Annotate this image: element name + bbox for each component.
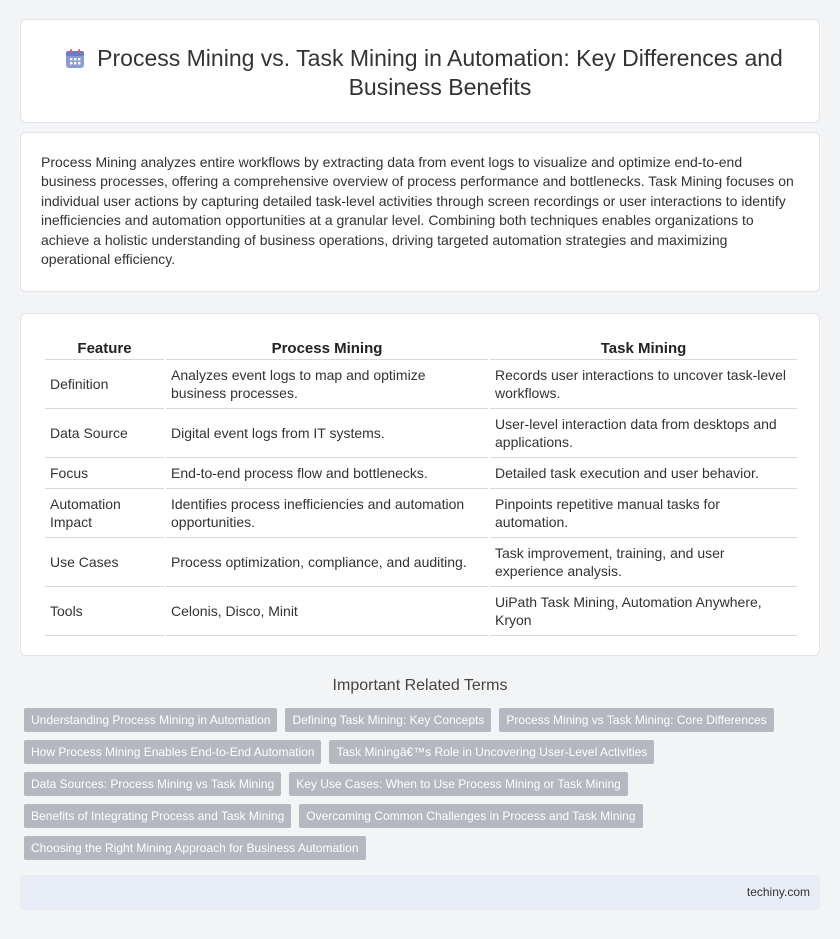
feature-cell: Focus: [45, 458, 164, 489]
table-row: [45, 489, 797, 538]
task-mining-cell: Pinpoints repetitive manual tasks for automation.: [490, 489, 797, 538]
process-mining-cell: Analyzes event logs to map and optimize business processes.: [166, 360, 488, 409]
task-mining-cell: Detailed task execution and user behavior.: [490, 458, 797, 489]
header-process-mining: Process Mining: [166, 334, 488, 360]
tag-row: [24, 804, 820, 828]
footer-site-link[interactable]: techiny.com: [746, 885, 810, 899]
comparison-table: [43, 334, 799, 636]
related-term-link[interactable]: Process Mining vs Task Mining: Core Differences: [499, 708, 773, 732]
table-row: [45, 458, 797, 489]
related-terms-tags: [24, 708, 820, 868]
related-term-link[interactable]: Understanding Process Mining in Automation: [24, 708, 277, 732]
related-term-link[interactable]: How Process Mining Enables End-to-End Automation: [24, 740, 321, 764]
feature-cell: Data Source: [45, 409, 164, 458]
related-term-link[interactable]: Key Use Cases: When to Use Process Mining or Task Mining: [289, 772, 628, 796]
feature-cell: Tools: [45, 587, 164, 636]
process-mining-cell: Celonis, Disco, Minit: [166, 587, 488, 636]
intro-paragraph: Process Mining analyzes entire workflows by extracting data from event logs to visualize and optimize end-to-end business processes, offering a comprehensive overview of process performance and bottlenecks. Task Mining focuses on individual user actions by capturing detailed task-level activities through screen recordings or user interactions to identify inefficiencies and automation opportunities at a granular level. Combining both techniques enables organizations to achieve a holistic understanding of business operations, driving targeted automation strategies and maximizing operational efficiency.: [41, 154, 794, 268]
process-mining-cell: End-to-end process flow and bottlenecks.: [166, 458, 488, 489]
table-header-row: [45, 334, 797, 360]
process-mining-cell: Digital event logs from IT systems.: [166, 409, 488, 458]
header-feature: Feature: [45, 334, 164, 360]
comparison-card: [20, 313, 820, 656]
table-row: [45, 538, 797, 587]
intro-card: [20, 132, 820, 292]
tag-row: [24, 836, 820, 860]
page-title: Process Mining vs. Task Mining in Automation: Key Differences and Business Benefits: [97, 45, 783, 100]
task-mining-cell: User-level interaction data from desktops and applications.: [490, 409, 797, 458]
table-row: [45, 360, 797, 409]
related-term-link[interactable]: Choosing the Right Mining Approach for Business Automation: [24, 836, 366, 860]
related-term-link[interactable]: Overcoming Common Challenges in Process and Task Mining: [299, 804, 642, 828]
related-term-link[interactable]: Benefits of Integrating Process and Task Mining: [24, 804, 291, 828]
related-terms-heading: Important Related Terms: [332, 677, 508, 694]
tag-row: [24, 740, 820, 764]
table-row: [45, 587, 797, 636]
related-term-link[interactable]: Task Miningâ€™s Role in Uncovering User-Level Activities: [329, 740, 654, 764]
feature-cell: Definition: [45, 360, 164, 409]
footer: [20, 875, 820, 910]
task-mining-cell: UiPath Task Mining, Automation Anywhere, Kryon: [490, 587, 797, 636]
tag-row: [24, 772, 820, 796]
related-term-link[interactable]: Defining Task Mining: Key Concepts: [285, 708, 491, 732]
task-mining-cell: Records user interactions to uncover task-level workflows.: [490, 360, 797, 409]
header-task-mining: Task Mining: [490, 334, 797, 360]
feature-cell: Use Cases: [45, 538, 164, 587]
related-term-link[interactable]: Data Sources: Process Mining vs Task Mining: [24, 772, 281, 796]
process-mining-cell: Identifies process inefficiencies and automation opportunities.: [166, 489, 488, 538]
process-mining-cell: Process optimization, compliance, and auditing.: [166, 538, 488, 587]
feature-cell: Automation Impact: [45, 489, 164, 538]
task-mining-cell: Task improvement, training, and user experience analysis.: [490, 538, 797, 587]
table-row: [45, 409, 797, 458]
tag-row: [24, 708, 820, 732]
title-card: [20, 19, 820, 123]
